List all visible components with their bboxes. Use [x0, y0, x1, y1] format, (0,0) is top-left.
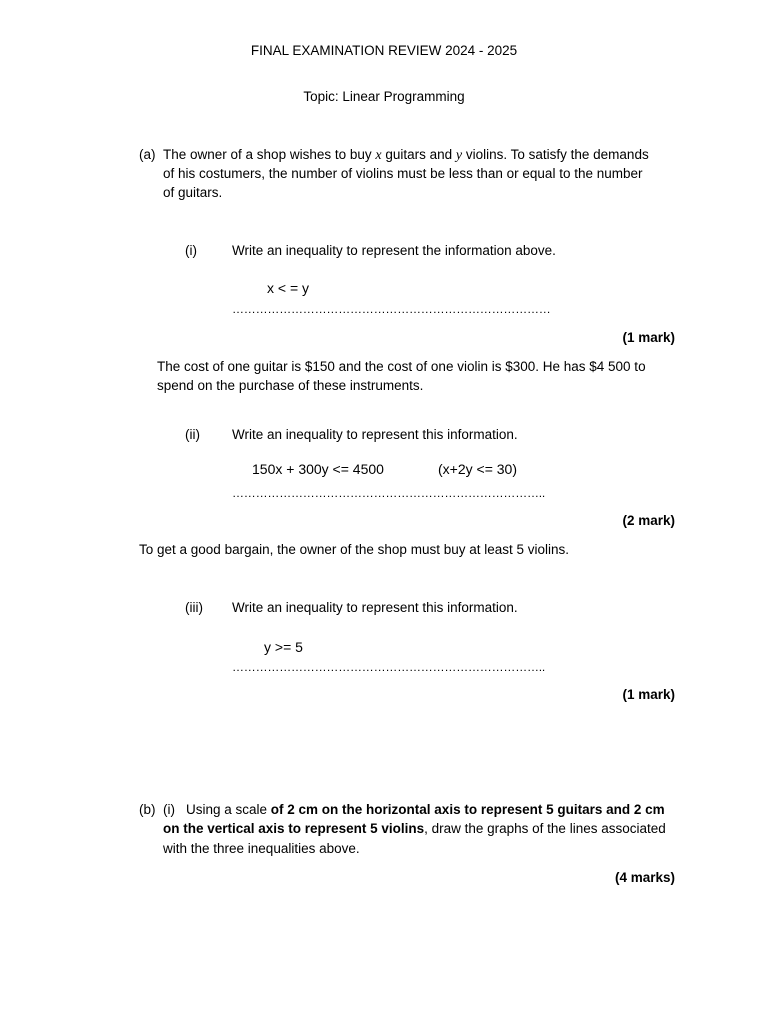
- question-iii-label: (iii): [185, 600, 203, 615]
- part-b-line3: with the three inequalities above.: [163, 841, 360, 856]
- part-b-line2: [163, 819, 666, 839]
- part-a-label: (a): [139, 147, 156, 162]
- cost-line1: The cost of one guitar is $150 and the cost of one violin is $300. He has $4 500 to: [157, 359, 646, 374]
- answer-line-ii: ……………………………………………………………………..: [232, 486, 546, 500]
- intro-text-post: violins. To satisfy the demands: [462, 147, 649, 162]
- answer-i: x < = y: [267, 280, 310, 296]
- part-b-sub-label: (i): [163, 802, 175, 817]
- marks-i: (1 mark): [622, 330, 675, 345]
- bargain-line: To get a good bargain, the owner of the shop must buy at least 5 violins.: [139, 542, 570, 557]
- variable-y: y: [455, 148, 463, 163]
- answer-iii: y >= 5: [264, 639, 303, 655]
- intro-text-mid: guitars and: [381, 147, 456, 162]
- answer-ii: 150x + 300y <= 4500: [252, 461, 384, 477]
- part-b-line1-bold: of 2 cm on the horizontal axis to represent 5 guitars and 2 cm: [270, 802, 665, 817]
- part-b-line1-pre: Using a scale: [186, 802, 271, 817]
- part-b-label: (b): [139, 802, 156, 817]
- question-i-text: Write an inequality to represent the information above.: [232, 243, 556, 258]
- question-ii-text: Write an inequality to represent this information.: [232, 427, 518, 442]
- exam-title: FINAL EXAMINATION REVIEW 2024 - 2025: [250, 43, 518, 58]
- part-a-intro-line2: of his costumers, the number of violins must be less than or equal to the number: [163, 166, 643, 181]
- answer-line-iii: ……………………………………………………………………..: [232, 660, 546, 674]
- part-b-line1: [186, 800, 665, 820]
- question-iii-text: Write an inequality to represent this information.: [232, 600, 518, 615]
- marks-ii: (2 mark): [622, 513, 675, 528]
- cost-line2: spend on the purchase of these instruments.: [157, 378, 424, 393]
- topic-line: Topic: Linear Programming: [303, 89, 465, 104]
- part-b-line2-bold: on the vertical axis to represent 5 violins: [163, 821, 425, 836]
- part-a-intro-line1: [163, 145, 649, 166]
- part-b-line2-post: , draw the graphs of the lines associated: [424, 821, 666, 836]
- question-ii-label: (ii): [185, 427, 200, 442]
- intro-text-pre: The owner of a shop wishes to buy: [163, 147, 376, 162]
- marks-iii: (1 mark): [622, 687, 675, 702]
- variable-x: x: [375, 148, 382, 163]
- question-i-label: (i): [185, 243, 197, 258]
- answer-ii-alt: (x+2y <= 30): [438, 461, 517, 477]
- part-a-intro-line3: of guitars.: [163, 185, 223, 200]
- answer-line-i: ………………………………………………………………………: [232, 302, 551, 316]
- marks-b-i: (4 marks): [614, 870, 675, 885]
